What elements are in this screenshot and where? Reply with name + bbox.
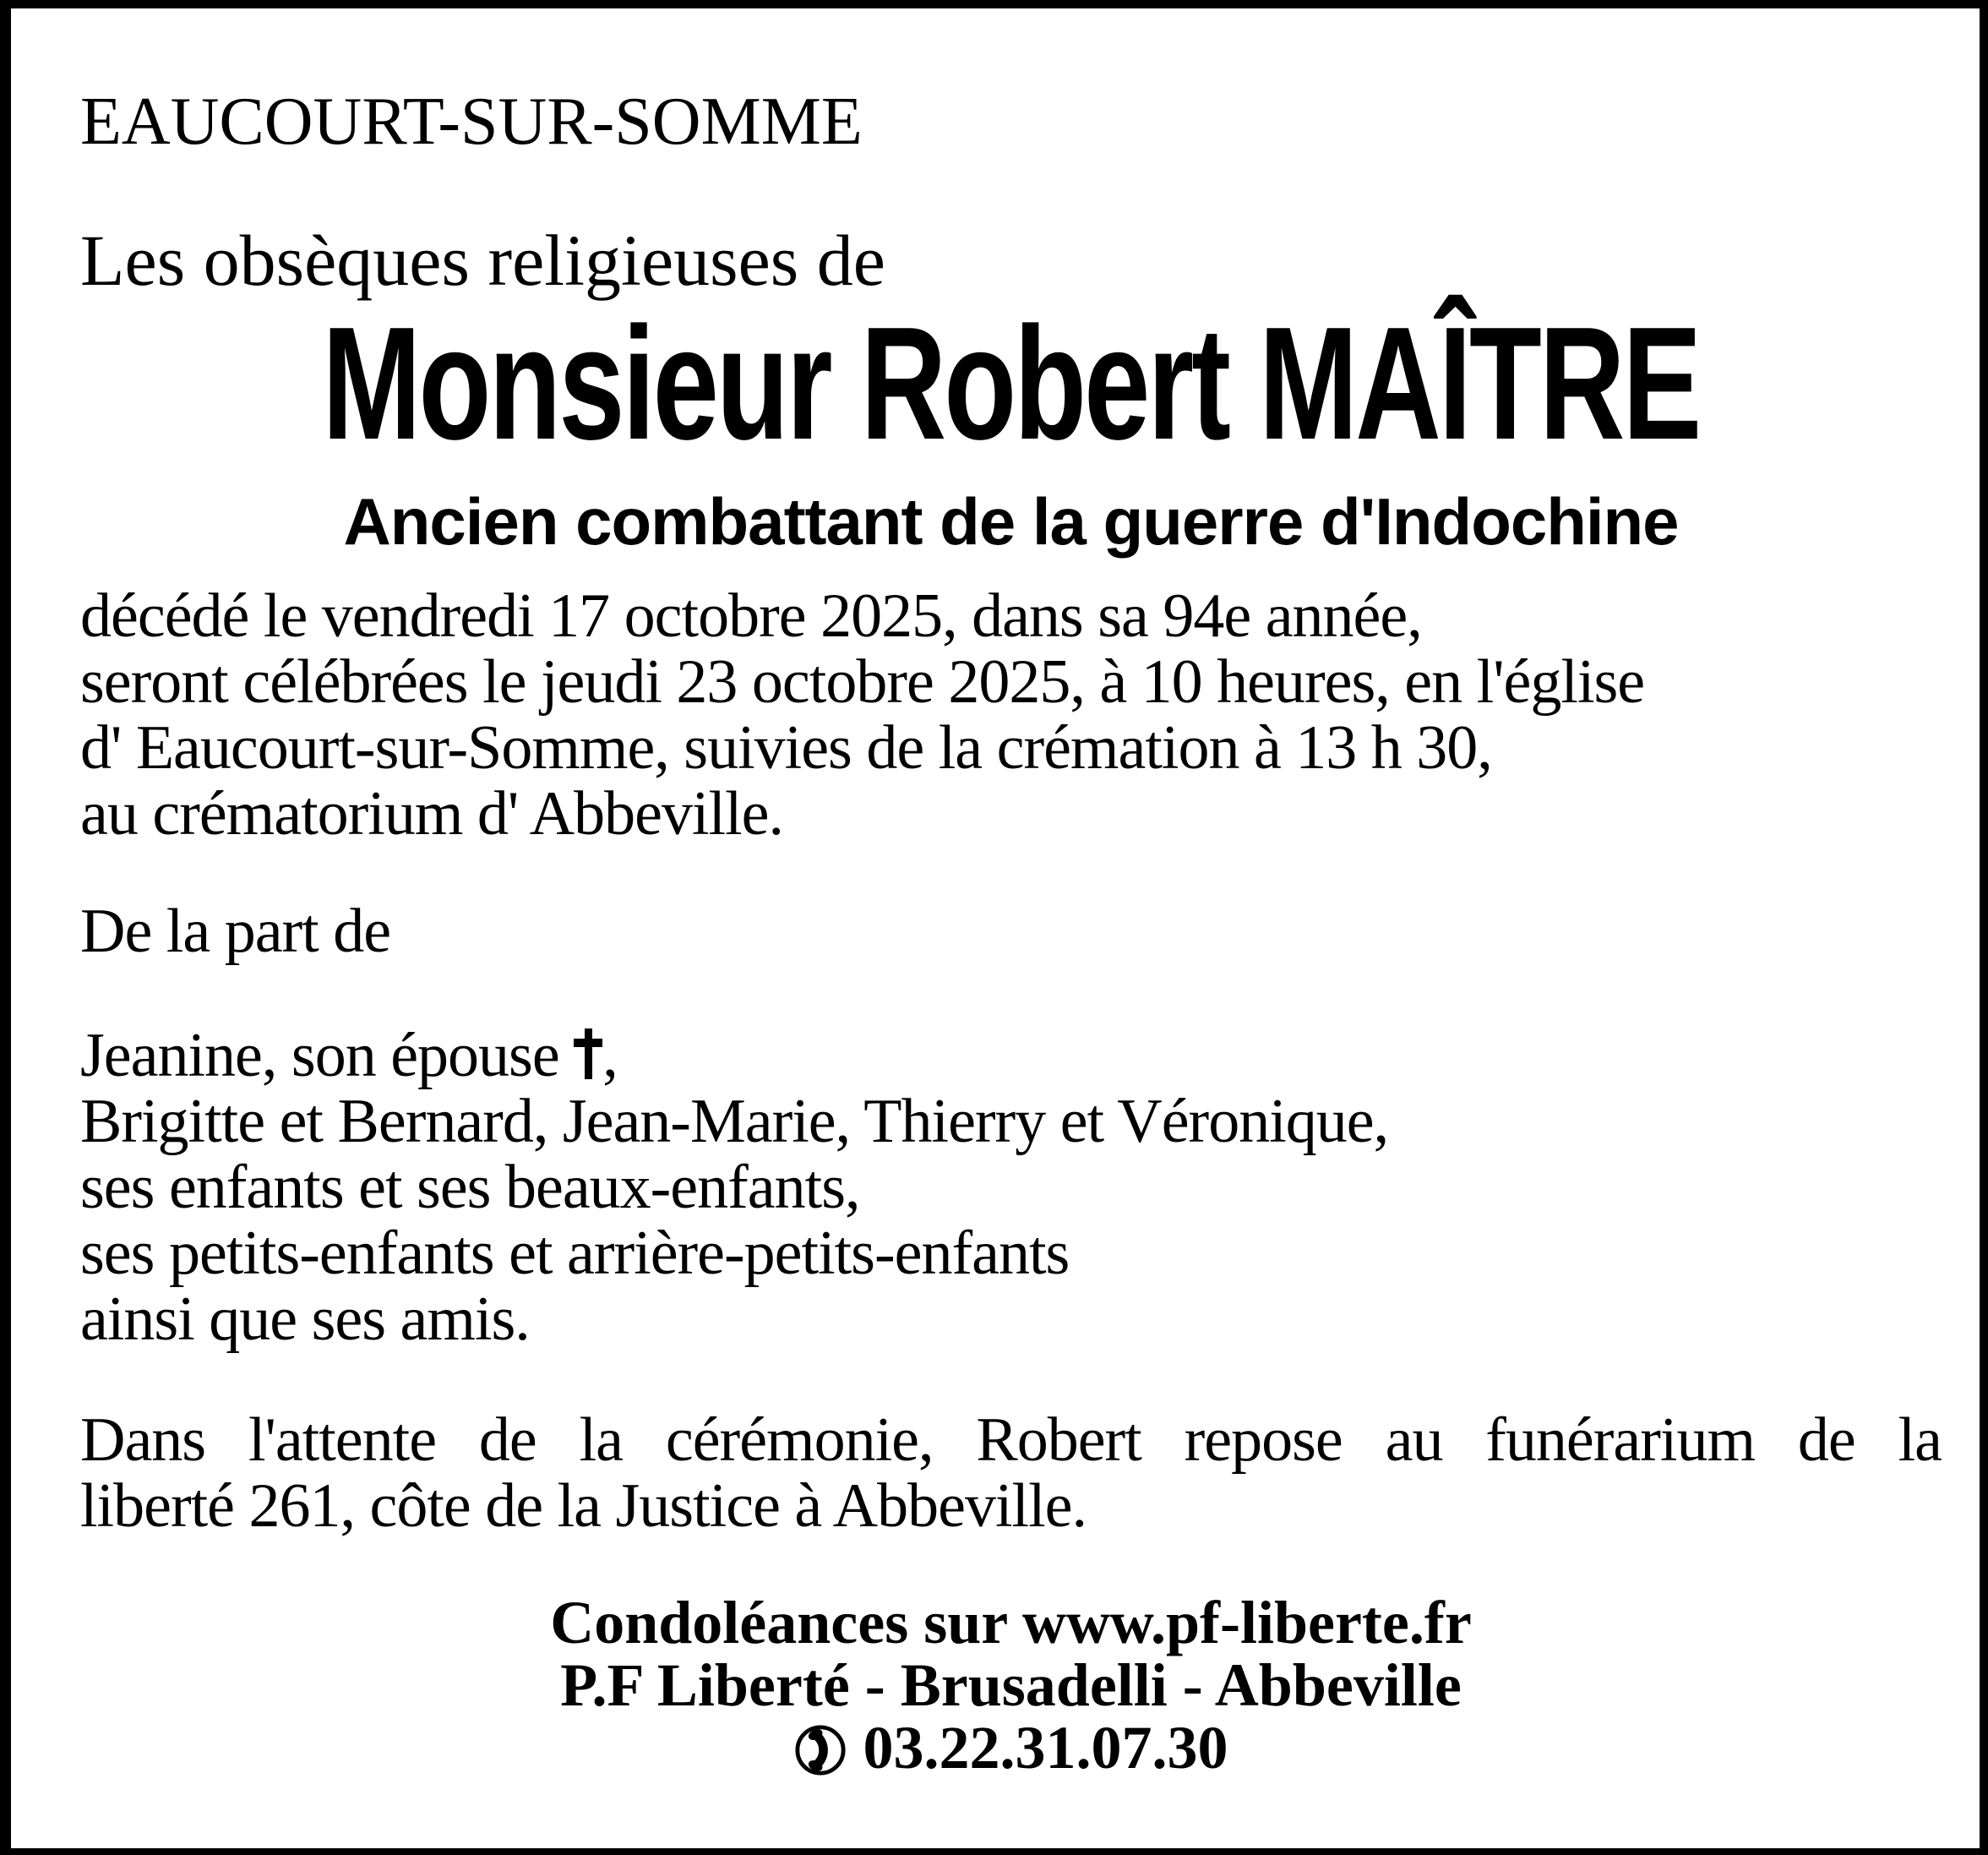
- phone-number: 03.22.31.07.30: [863, 1714, 1228, 1781]
- funeral-home-footer: [80, 1591, 1942, 1779]
- ceremony-line: au crématorium d' Abbeville.: [80, 779, 783, 848]
- telephone-icon: [794, 1724, 847, 1776]
- deceased-name: Monsieur Robert MAÎTRE: [322, 294, 1700, 473]
- ceremony-line: décédé le vendredi 17 octobre 2025, dans sa 94e année,: [80, 581, 1422, 651]
- funeral-home-line: P.F Liberté - Brusadelli - Abbeville: [560, 1651, 1462, 1719]
- ceremony-details: [80, 583, 1942, 847]
- family-line: ainsi que ses amis.: [80, 1285, 530, 1354]
- repose-line: liberté 261, côte de la Justice à Abbeville.: [80, 1471, 1087, 1541]
- ceremony-line: d' Eaucourt-sur-Somme, suivies de la crémation à 13 h 30,: [80, 713, 1492, 783]
- family-line: ses enfants et ses beaux-enfants,: [80, 1153, 860, 1222]
- repose-paragraph: [80, 1407, 1942, 1539]
- commune-name: EAUCOURT-SUR-SOMME: [80, 85, 863, 159]
- family-line: Brigitte et Bernard, Jean-Marie, Thierry et Véronique,: [80, 1087, 1389, 1156]
- condolences-line: Condoléances sur www.pf-liberte.fr: [550, 1589, 1472, 1656]
- latin-cross-icon: [574, 1028, 602, 1079]
- deceased-name-row: [80, 294, 1942, 473]
- notice-page: [11, 8, 1980, 1848]
- repose-line: Dans l'attente de la cérémonie, Robert repose au funérarium de la: [80, 1405, 1942, 1475]
- spouse-line-text: Jeanine, son épouse: [80, 1021, 575, 1090]
- family-list: [80, 1023, 1942, 1352]
- family-line: ses petits-enfants et arrière-petits-enfants: [80, 1219, 1070, 1288]
- ceremony-line: seront célébrées le jeudi 23 octobre 2025, à 10 heures, en l'église: [80, 647, 1645, 717]
- from-label: De la part de: [80, 897, 391, 966]
- intro-line: Les obsèques religieuses de: [80, 220, 885, 301]
- spouse-line: [80, 1023, 1942, 1088]
- spouse-line-comma: ,: [602, 1021, 618, 1090]
- phone-line: [80, 1716, 1942, 1779]
- deceased-distinction: Ancien combattant de la guerre d'Indochine: [343, 484, 1679, 559]
